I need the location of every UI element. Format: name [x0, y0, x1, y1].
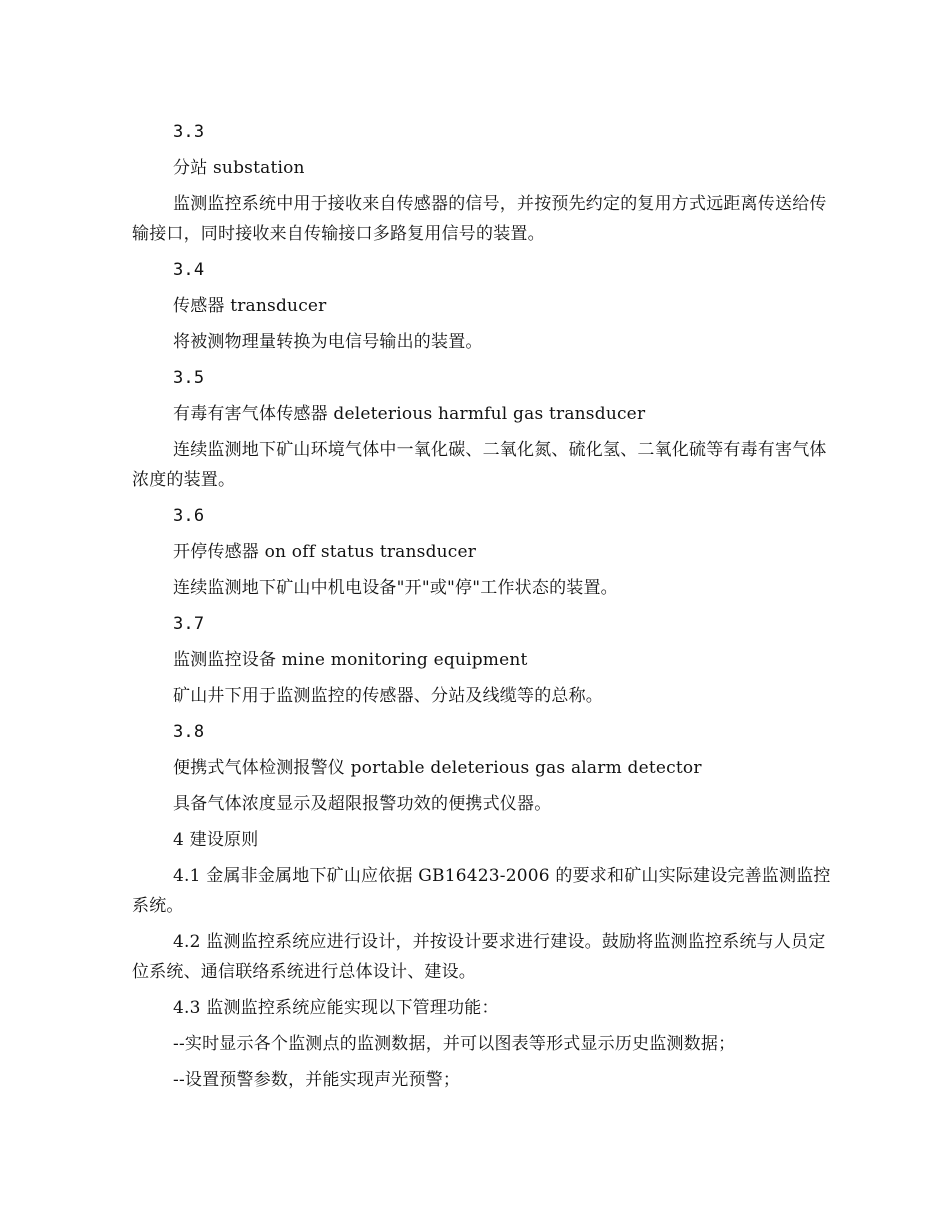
definition-substation: 监测监控系统中用于接收来自传感器的信号，并按预先约定的复用方式远距离传送给传输接口，同时接收来自传输接口多路复用信号的装置。	[132, 194, 827, 244]
list-item-realtime-display: --实时显示各个监测点的监测数据，并可以图表等形式显示历史监测数据；	[173, 1034, 736, 1054]
document-body	[132, 117, 832, 1101]
heading-construction-principles: 4 建设原则	[173, 830, 259, 850]
definition-portable-gas-alarm-detector: 具备气体浓度显示及超限报警功效的便携式仪器。	[173, 794, 552, 814]
clause-4-3: 4.3 监测监控系统应能实现以下管理功能：	[173, 998, 499, 1018]
term-transducer: 传感器 transducer	[173, 296, 327, 316]
section-number-3-5: 3.5	[173, 368, 205, 388]
clause-4-1: 4.1 金属非金属地下矿山应依据 GB16423-2006 的要求和矿山实际建设完善监测监控系统。	[132, 866, 831, 916]
term-harmful-gas-transducer: 有毒有害气体传感器 deleterious harmful gas transducer	[173, 404, 646, 424]
definition-harmful-gas-transducer: 连续监测地下矿山环境气体中一氧化碳、二氧化氮、硫化氢、二氧化硫等有毒有害气体浓度的装置。	[132, 440, 827, 490]
section-number-3-4: 3.4	[173, 260, 205, 280]
definition-transducer: 将被测物理量转换为电信号输出的装置。	[173, 332, 483, 352]
list-item-alarm-settings: --设置预警参数，并能实现声光预警；	[173, 1070, 461, 1090]
term-monitoring-equipment: 监测监控设备 mine monitoring equipment	[173, 650, 528, 670]
section-number-3-8: 3.8	[173, 722, 205, 742]
section-number-3-6: 3.6	[173, 506, 205, 526]
definition-on-off-status-transducer: 连续监测地下矿山中机电设备"开"或"停"工作状态的装置。	[173, 578, 618, 598]
clause-4-2: 4.2 监测监控系统应进行设计，并按设计要求进行建设。鼓励将监测监控系统与人员定位系统、通信联络系统进行总体设计、建设。	[132, 932, 826, 982]
section-number-3-3: 3.3	[173, 122, 205, 142]
term-portable-gas-alarm-detector: 便携式气体检测报警仪 portable deleterious gas alarm detector	[173, 758, 702, 778]
definition-monitoring-equipment: 矿山井下用于监测监控的传感器、分站及线缆等的总称。	[173, 686, 603, 706]
term-on-off-status-transducer: 开停传感器 on off status transducer	[173, 542, 477, 562]
term-substation: 分站 substation	[173, 158, 305, 178]
section-number-3-7: 3.7	[173, 614, 205, 634]
